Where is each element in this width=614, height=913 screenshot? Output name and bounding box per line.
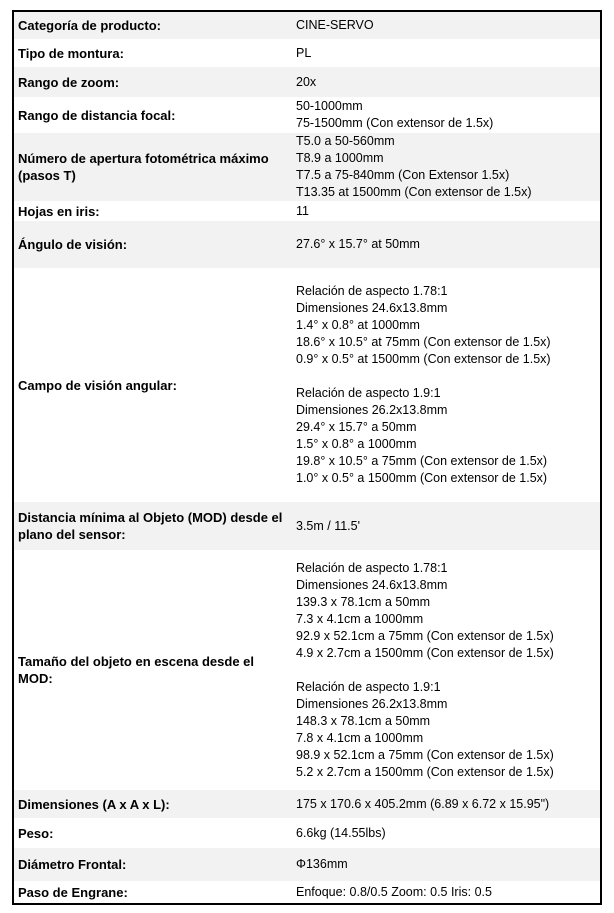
- row-label: Rango de distancia focal:: [18, 107, 176, 123]
- row-value: [294, 133, 600, 201]
- value-line: 148.3 x 78.1cm a 50mm: [296, 713, 431, 728]
- table-row: [14, 39, 600, 67]
- value-line: Relación de aspecto 1.78:1: [296, 284, 448, 298]
- value-line: Dimensiones 24.6x13.8mm: [296, 577, 448, 592]
- value-line: Dimensiones 26.2x13.8mm: [296, 403, 448, 417]
- row-label: Diámetro Frontal:: [18, 857, 127, 872]
- value-line: T13.35 at 1500mm (Con extensor de 1.5x): [296, 185, 532, 199]
- row-value: [294, 550, 600, 790]
- row-value: [294, 97, 600, 133]
- value-line: 50-1000mm: [296, 99, 363, 113]
- row-value: [294, 12, 600, 39]
- row-label: Distancia mínima al Objeto (MOD) desde el plano del sensor:: [18, 510, 283, 542]
- table-row: [14, 12, 600, 39]
- line-gap: [296, 662, 600, 679]
- row-value: [294, 881, 600, 903]
- row-label: Rango de zoom:: [18, 74, 120, 90]
- row-value: [294, 848, 600, 881]
- value-line: Relación de aspecto 1.78:1: [296, 560, 448, 575]
- value-line: 27.6° x 15.7° at 50mm: [296, 237, 420, 251]
- value-line: Dimensiones 26.2x13.8mm: [296, 696, 448, 711]
- value-line: 19.8° x 10.5° a 75mm (Con extensor de 1.5x): [296, 454, 548, 468]
- value-line: T5.0 a 50-560mm: [296, 134, 395, 148]
- row-label: Categoría de producto:: [18, 18, 162, 33]
- value-line: 18.6° x 10.5° at 75mm (Con extensor de 1.5x): [296, 335, 551, 349]
- value-line: 5.2 x 2.7cm a 1500mm (Con extensor de 1.5x): [296, 764, 554, 779]
- value-line: 139.3 x 78.1cm a 50mm: [296, 594, 431, 609]
- table-row: [14, 268, 600, 502]
- value-line: Relación de aspecto 1.9:1: [296, 679, 441, 694]
- table-row: [14, 550, 600, 790]
- table-row: [14, 502, 600, 550]
- value-line: 1.4° x 0.8° at 1000mm: [296, 318, 420, 332]
- value-line: 20x: [296, 74, 317, 89]
- row-label: Número de apertura fotométrica máximo (pasos T): [18, 151, 269, 183]
- table-row: [14, 133, 600, 201]
- table-row: [14, 818, 600, 848]
- value-line: 7.8 x 4.1cm a 1000mm: [296, 730, 424, 745]
- value-line: 98.9 x 52.1cm a 75mm (Con extensor de 1.5x): [296, 747, 554, 762]
- table-row: [14, 201, 600, 221]
- value-line: 1.0° x 0.5° a 1500mm (Con extensor de 1.5x): [296, 471, 548, 485]
- line-gap: [296, 368, 600, 385]
- row-value: [294, 502, 600, 550]
- row-value: [294, 201, 600, 221]
- table-row: [14, 881, 600, 903]
- row-label: Paso de Engrane:: [18, 884, 128, 900]
- value-line: 6.6kg (14.55lbs): [296, 825, 386, 840]
- table-row: [14, 67, 600, 97]
- value-line: T7.5 a 75-840mm (Con Extensor 1.5x): [296, 168, 510, 182]
- value-line: 3.5m / 11.5': [296, 518, 360, 533]
- value-line: Enfoque: 0.8/0.5 Zoom: 0.5 Iris: 0.5: [296, 884, 492, 899]
- table-row: [14, 221, 600, 268]
- value-line: 92.9 x 52.1cm a 75mm (Con extensor de 1.5x): [296, 628, 554, 643]
- value-line: 4.9 x 2.7cm a 1500mm (Con extensor de 1.5x): [296, 645, 554, 660]
- row-label: Dimensiones (A x A x L):: [18, 796, 170, 812]
- row-label: Tamaño del objeto en escena desde el MOD:: [18, 654, 254, 686]
- row-value: [294, 67, 600, 97]
- row-value: [294, 39, 600, 67]
- row-value: [294, 790, 600, 818]
- row-value: [294, 221, 600, 268]
- spec-table: [12, 10, 602, 905]
- value-line: 7.3 x 4.1cm a 1000mm: [296, 611, 424, 626]
- table-row: [14, 790, 600, 818]
- value-line: 175 x 170.6 x 405.2mm (6.89 x 6.72 x 15.95"): [296, 796, 550, 811]
- value-line: 75-1500mm (Con extensor de 1.5x): [296, 116, 494, 130]
- value-line: 1.5° x 0.8° a 1000mm: [296, 437, 417, 451]
- row-value: [294, 818, 600, 848]
- value-line: Dimensiones 24.6x13.8mm: [296, 301, 448, 315]
- value-line: T8.9 a 1000mm: [296, 151, 384, 165]
- table-row: [14, 97, 600, 133]
- row-label: Tipo de montura:: [18, 45, 124, 61]
- value-line: 11: [296, 203, 309, 218]
- value-line: CINE-SERVO: [296, 18, 374, 32]
- row-label: Campo de visión angular:: [18, 377, 177, 393]
- value-line: Relación de aspecto 1.9:1: [296, 386, 441, 400]
- row-label: Peso:: [18, 825, 54, 841]
- value-line: PL: [296, 45, 312, 60]
- row-label: Ángulo de visión:: [18, 237, 128, 252]
- value-line: 29.4° x 15.7° a 50mm: [296, 420, 417, 434]
- row-label: Hojas en iris:: [18, 203, 100, 219]
- value-line: 0.9° x 0.5° at 1500mm (Con extensor de 1.5x): [296, 352, 551, 366]
- row-value: [294, 268, 600, 502]
- value-line: Φ136mm: [296, 857, 348, 871]
- table-row: [14, 848, 600, 881]
